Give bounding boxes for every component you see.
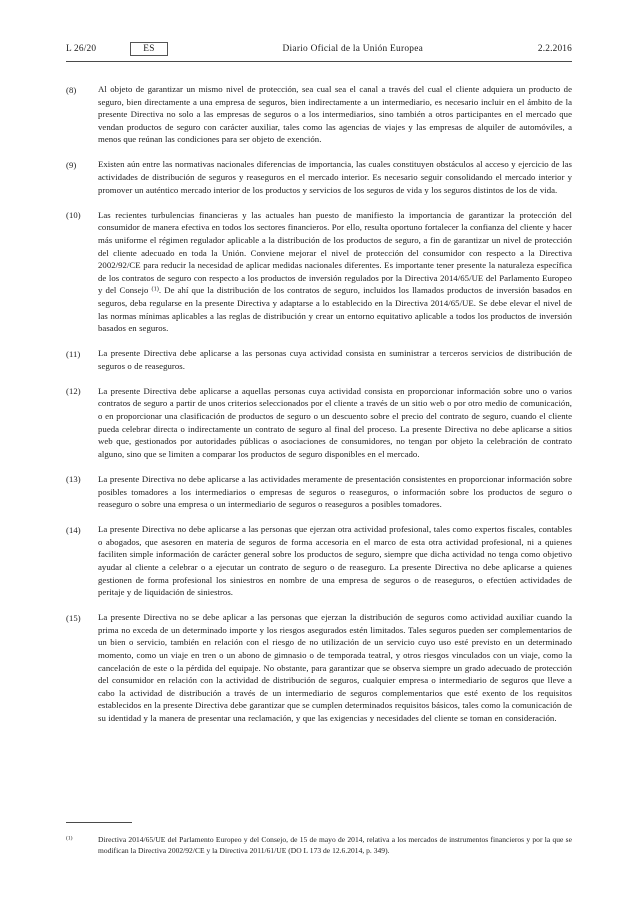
page-folio: L 26/20 <box>66 44 97 54</box>
publication-date: 2.2.2016 <box>537 44 572 54</box>
header-divider <box>66 61 572 62</box>
recital-item <box>66 523 572 599</box>
recital-text: Existen aún entre las normativas nacionales diferencias de importancia, las cuales constituyen obstáculos al acceso y ejercicio de las actividades de distribución de seguros y reaseguros en el mercado interior. Es necesario seguir consolidando el mercado interior y promover un auténtico mercado interior de los productos y servicios de los seguros de vida y los seguros distintos de los de vida. <box>98 159 572 195</box>
footnote-block <box>66 834 572 857</box>
recital-item <box>66 347 572 372</box>
page-header <box>66 41 572 57</box>
recital-text: La presente Directiva no se debe aplicar a las personas que ejerzan la distribución de seguros como actividad auxiliar cuando la prima no exceda de un determinado importe y los riesgos asegurados estén limitados. Tales seguros pueden ser complementarios de un bien o servicio, también en relación con el riesgo de no utilización de un servicio cuyo uso esté previsto en un determinado momento, como un viaje en tren o un abono de gimnasio o de temporada teatral, y otros riesgos vinculados con un viaje, como la cancelación de este o la pérdida del equipaje. No obstante, para garantizar que se observa siempre un grado adecuado de protección del consumidor en relación con la actividad de distribución de seguros, cualquier empresa o intermediario de seguros que lleve a cabo la actividad de distribución a través de un intermediario de seguros complementarios que esté exento de los requisitos establecidos en la presente Directiva debe garantizar que se cumplen determinados requisitos básicos, tales como la comunicación de su identidad y la manera de presentar una reclamación, y que las exigencias y necesidades del cliente se toman en consideración. <box>98 612 572 724</box>
recital-text-part-two: . De ahí que la distribución de los contratos de seguro, incluidos los llamados productos de inversión basados en seguros, deba regularse en la presente Directiva y adaptarse a lo establecido en la Directiva 2014/65/UE. Se debe elevar el nivel de las normas mínimas aplicables a las reglas de distribución y crear un entorno equitativo aplicable a todos los productos de inversión basados en seguros. <box>98 285 572 334</box>
journal-title: Diario Oficial de la Unión Europea <box>282 44 424 54</box>
recital-item <box>66 83 572 146</box>
recital-item <box>66 611 572 724</box>
recital-number: (13) <box>66 474 81 485</box>
recital-number: (10) <box>66 210 81 221</box>
recital-item <box>66 473 572 511</box>
recital-text <box>98 209 572 335</box>
footnote-marker <box>66 834 98 845</box>
footnote-divider <box>66 822 132 823</box>
footnote-text: Directiva 2014/65/UE del Parlamento Europeo y del Consejo, de 15 de mayo de 2014, relativa a los mercados de instrumentos financieros y por la que se modifican la Directiva 2002/92/CE y la Directiva 2011/61/UE (DO L 173 de 12.6.2014, p. 349). <box>98 835 572 856</box>
recital-text: La presente Directiva debe aplicarse a aquellas personas cuya actividad consista en proporcionar información sobre uno o varios contratos de seguro a partir de unos criterios seleccionados por el cliente a través de un sitio web o por otro medio de comunicación, o en proporcionar una clasificación de productos de seguro o un descuento sobre el precio del contrato de seguro, cuando el cliente pueda celebrar directa o indirectamente un contrato de seguro al final del proceso. La presente Directiva no debe aplicarse a sitios web que, gestionados por autoridades públicas o asociaciones de consumidores, no tengan por objeto la celebración de contrato alguno, sino que se limiten a comparar los productos de seguro disponibles en el mercado. <box>98 385 572 459</box>
recital-number: (9) <box>66 159 77 170</box>
recital-item <box>66 209 572 335</box>
recital-item <box>66 385 572 461</box>
recital-item <box>66 158 572 196</box>
recital-number: (11) <box>66 348 81 359</box>
recital-text-part-one: Las recientes turbulencias financieras y las actuales han puesto de manifiesto la importancia de garantizar la protección del consumidor de manera efectiva en todos los sectores financieros. Por ello, resulta oportuno fortalecer la confianza del cliente y hacer más uniforme el régimen regulador aplicable a la distribución de los productos de seguro, a fin de garantizar un nivel de protección del cliente adecuado en toda la Unión. Conviene mejorar el nivel de protección del consumidor con respecto a la Directiva 2002/92/CE para reducir la necesidad de aplicar medidas nacionales diferentes. Es importante tener presente la naturaleza específica de los contratos de seguro con respecto a los productos de inversión regulados por la Directiva 2014/65/UE del Parlamento Europeo y del Consejo <box>98 209 572 296</box>
recitals-container <box>66 83 572 737</box>
recital-text: La presente Directiva no debe aplicarse a las actividades meramente de presentación consistentes en proporcionar información sobre posibles tomadores a los intermediarios o empresas de seguros o reaseguros, o información sobre los productos de seguro o reaseguro o sobre una empresa o un intermediario de seguros o reaseguros a posibles tomadores. <box>98 473 572 510</box>
recital-number: (8) <box>66 84 77 95</box>
recital-text: La presente Directiva debe aplicarse a las personas cuya actividad consista en suministrar a terceros servicios de distribución de seguros o de reaseguros. <box>98 348 572 371</box>
footnote-marker-superscript: (1) <box>66 835 73 842</box>
recital-number: (12) <box>66 386 81 397</box>
recital-text: Al objeto de garantizar un mismo nivel de protección, sea cual sea el canal a través del cual el cliente adquiera un producto de seguro, bien directamente a una empresa de seguros, bien indirectamente a un intermediario, es necesario incluir en el ámbito de la presente Directiva no solo a las empresas de seguros o a los intermediarios, sino también a otros participantes en el mercado que vendan productos de seguro con carácter auxiliar, tales como las agencias de viajes y las empresas de alquiler de automóviles, a menos que reúnan las condiciones para ser objeto de exención. <box>98 84 572 145</box>
recital-number: (15) <box>66 612 81 623</box>
language-code-box: ES <box>130 42 167 56</box>
recital-number: (14) <box>66 524 81 535</box>
footnote-reference-marker[interactable]: (1) <box>151 285 159 293</box>
recital-text: La presente Directiva no debe aplicarse a las personas que ejerzan otra actividad profesional, tales como expertos fiscales, contables o abogados, que asesoren en materia de seguros de forma accesoria en el marco de esta otra actividad profesional, ni a quienes faciliten simple información de carácter general sobre los productos de seguro, siempre que dicha actividad no tenga como objetivo ayudar al cliente a celebrar o a ejecutar un contrato de seguro o de reaseguro. La presente Directiva no debe aplicarse a quienes gestionen de forma profesional los siniestros en nombre de una empresa de seguros o de reaseguros, o efectúen actividades de peritaje y de liquidación de siniestros. <box>98 524 572 598</box>
